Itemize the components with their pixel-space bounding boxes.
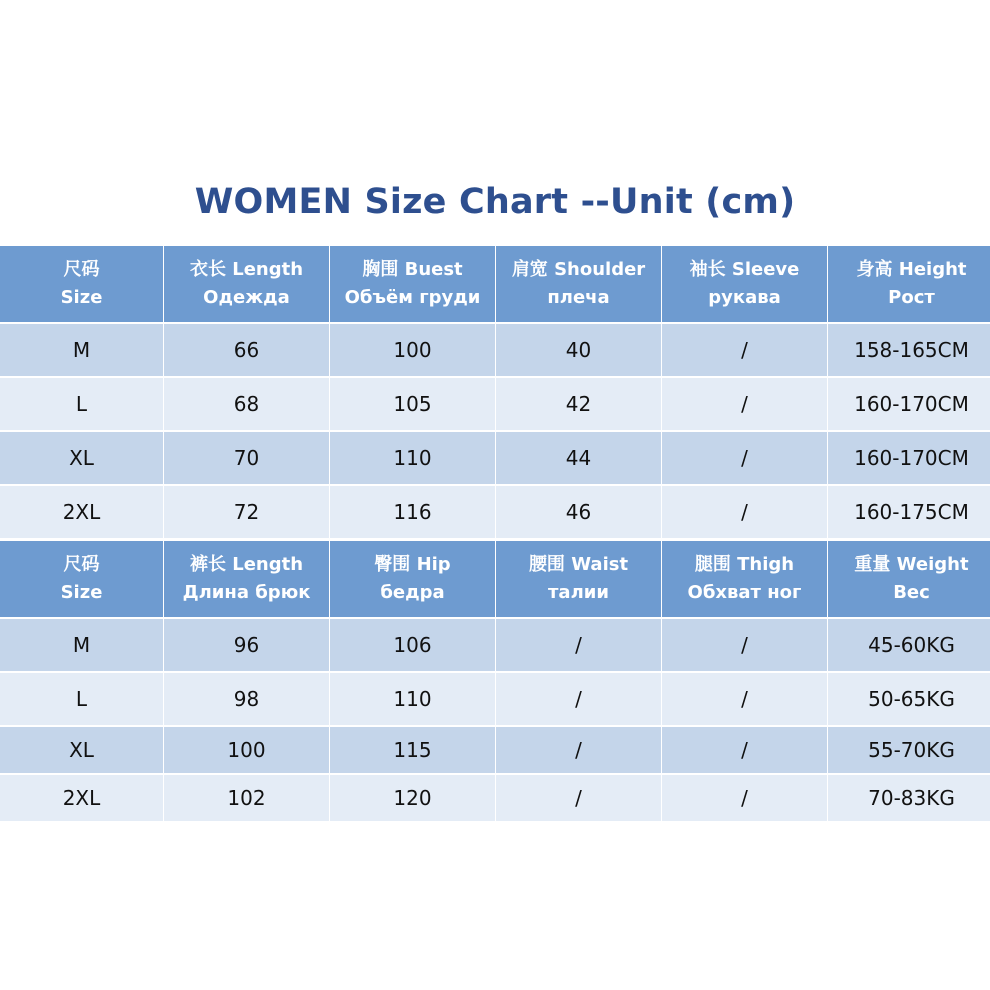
page-title: WOMEN Size Chart --Unit (cm) <box>194 182 796 222</box>
header-length: 衣长 Length Одежда <box>164 246 329 322</box>
header-height: 身高 Height Рост <box>828 246 990 322</box>
table-cell: 160-170CM <box>828 432 990 484</box>
table-cell: 96 <box>164 619 329 671</box>
header-waist: 腰围 Waist талии <box>496 541 661 617</box>
table-cell: XL <box>0 432 163 484</box>
table-cell: 116 <box>330 486 495 538</box>
header-pants-length: 裤长 Length Длина брюк <box>164 541 329 617</box>
table-cell: 115 <box>330 727 495 773</box>
table-cell: M <box>0 324 163 376</box>
top-size-table <box>0 246 990 538</box>
header-size: 尺码 Size <box>0 541 163 617</box>
table-cell: / <box>662 324 827 376</box>
table-cell: 160-175CM <box>828 486 990 538</box>
table-cell: 55-70KG <box>828 727 990 773</box>
table-cell: 2XL <box>0 486 163 538</box>
table-cell: XL <box>0 727 163 773</box>
table-cell: 158-165CM <box>828 324 990 376</box>
bottom-size-table <box>0 541 990 821</box>
table-cell: 40 <box>496 324 661 376</box>
table-cell: 66 <box>164 324 329 376</box>
table-cell: 106 <box>330 619 495 671</box>
table-cell: / <box>496 619 661 671</box>
table-cell: 98 <box>164 673 329 725</box>
table-cell: 70 <box>164 432 329 484</box>
table-cell: / <box>662 727 827 773</box>
table-cell: / <box>496 727 661 773</box>
table-cell: 110 <box>330 432 495 484</box>
table-cell: 2XL <box>0 775 163 821</box>
header-shoulder: 肩宽 Shoulder плеча <box>496 246 661 322</box>
table-cell: 44 <box>496 432 661 484</box>
table-cell: 102 <box>164 775 329 821</box>
header-sleeve: 袖长 Sleeve рукава <box>662 246 827 322</box>
table-cell: 45-60KG <box>828 619 990 671</box>
table-cell: L <box>0 378 163 430</box>
table-cell: 68 <box>164 378 329 430</box>
table-cell: / <box>662 486 827 538</box>
table-cell: 105 <box>330 378 495 430</box>
table-cell: 120 <box>330 775 495 821</box>
table-cell: L <box>0 673 163 725</box>
header-size: 尺码 Size <box>0 246 163 322</box>
table-cell: / <box>662 619 827 671</box>
header-hip: 臀围 Hip бедра <box>330 541 495 617</box>
table-cell: / <box>662 378 827 430</box>
table-cell: M <box>0 619 163 671</box>
header-thigh: 腿围 Thigh Обхват ног <box>662 541 827 617</box>
header-bust: 胸围 Buest Объём груди <box>330 246 495 322</box>
table-cell: / <box>662 432 827 484</box>
table-cell: / <box>662 775 827 821</box>
header-weight: 重量 Weight Вес <box>828 541 990 617</box>
table-cell: 72 <box>164 486 329 538</box>
table-cell: 42 <box>496 378 661 430</box>
table-cell: / <box>496 775 661 821</box>
table-cell: 100 <box>164 727 329 773</box>
table-cell: 160-170CM <box>828 378 990 430</box>
table-cell: 46 <box>496 486 661 538</box>
table-cell: 70-83KG <box>828 775 990 821</box>
table-cell: 110 <box>330 673 495 725</box>
table-cell: / <box>662 673 827 725</box>
table-cell: / <box>496 673 661 725</box>
table-cell: 100 <box>330 324 495 376</box>
table-cell: 50-65KG <box>828 673 990 725</box>
